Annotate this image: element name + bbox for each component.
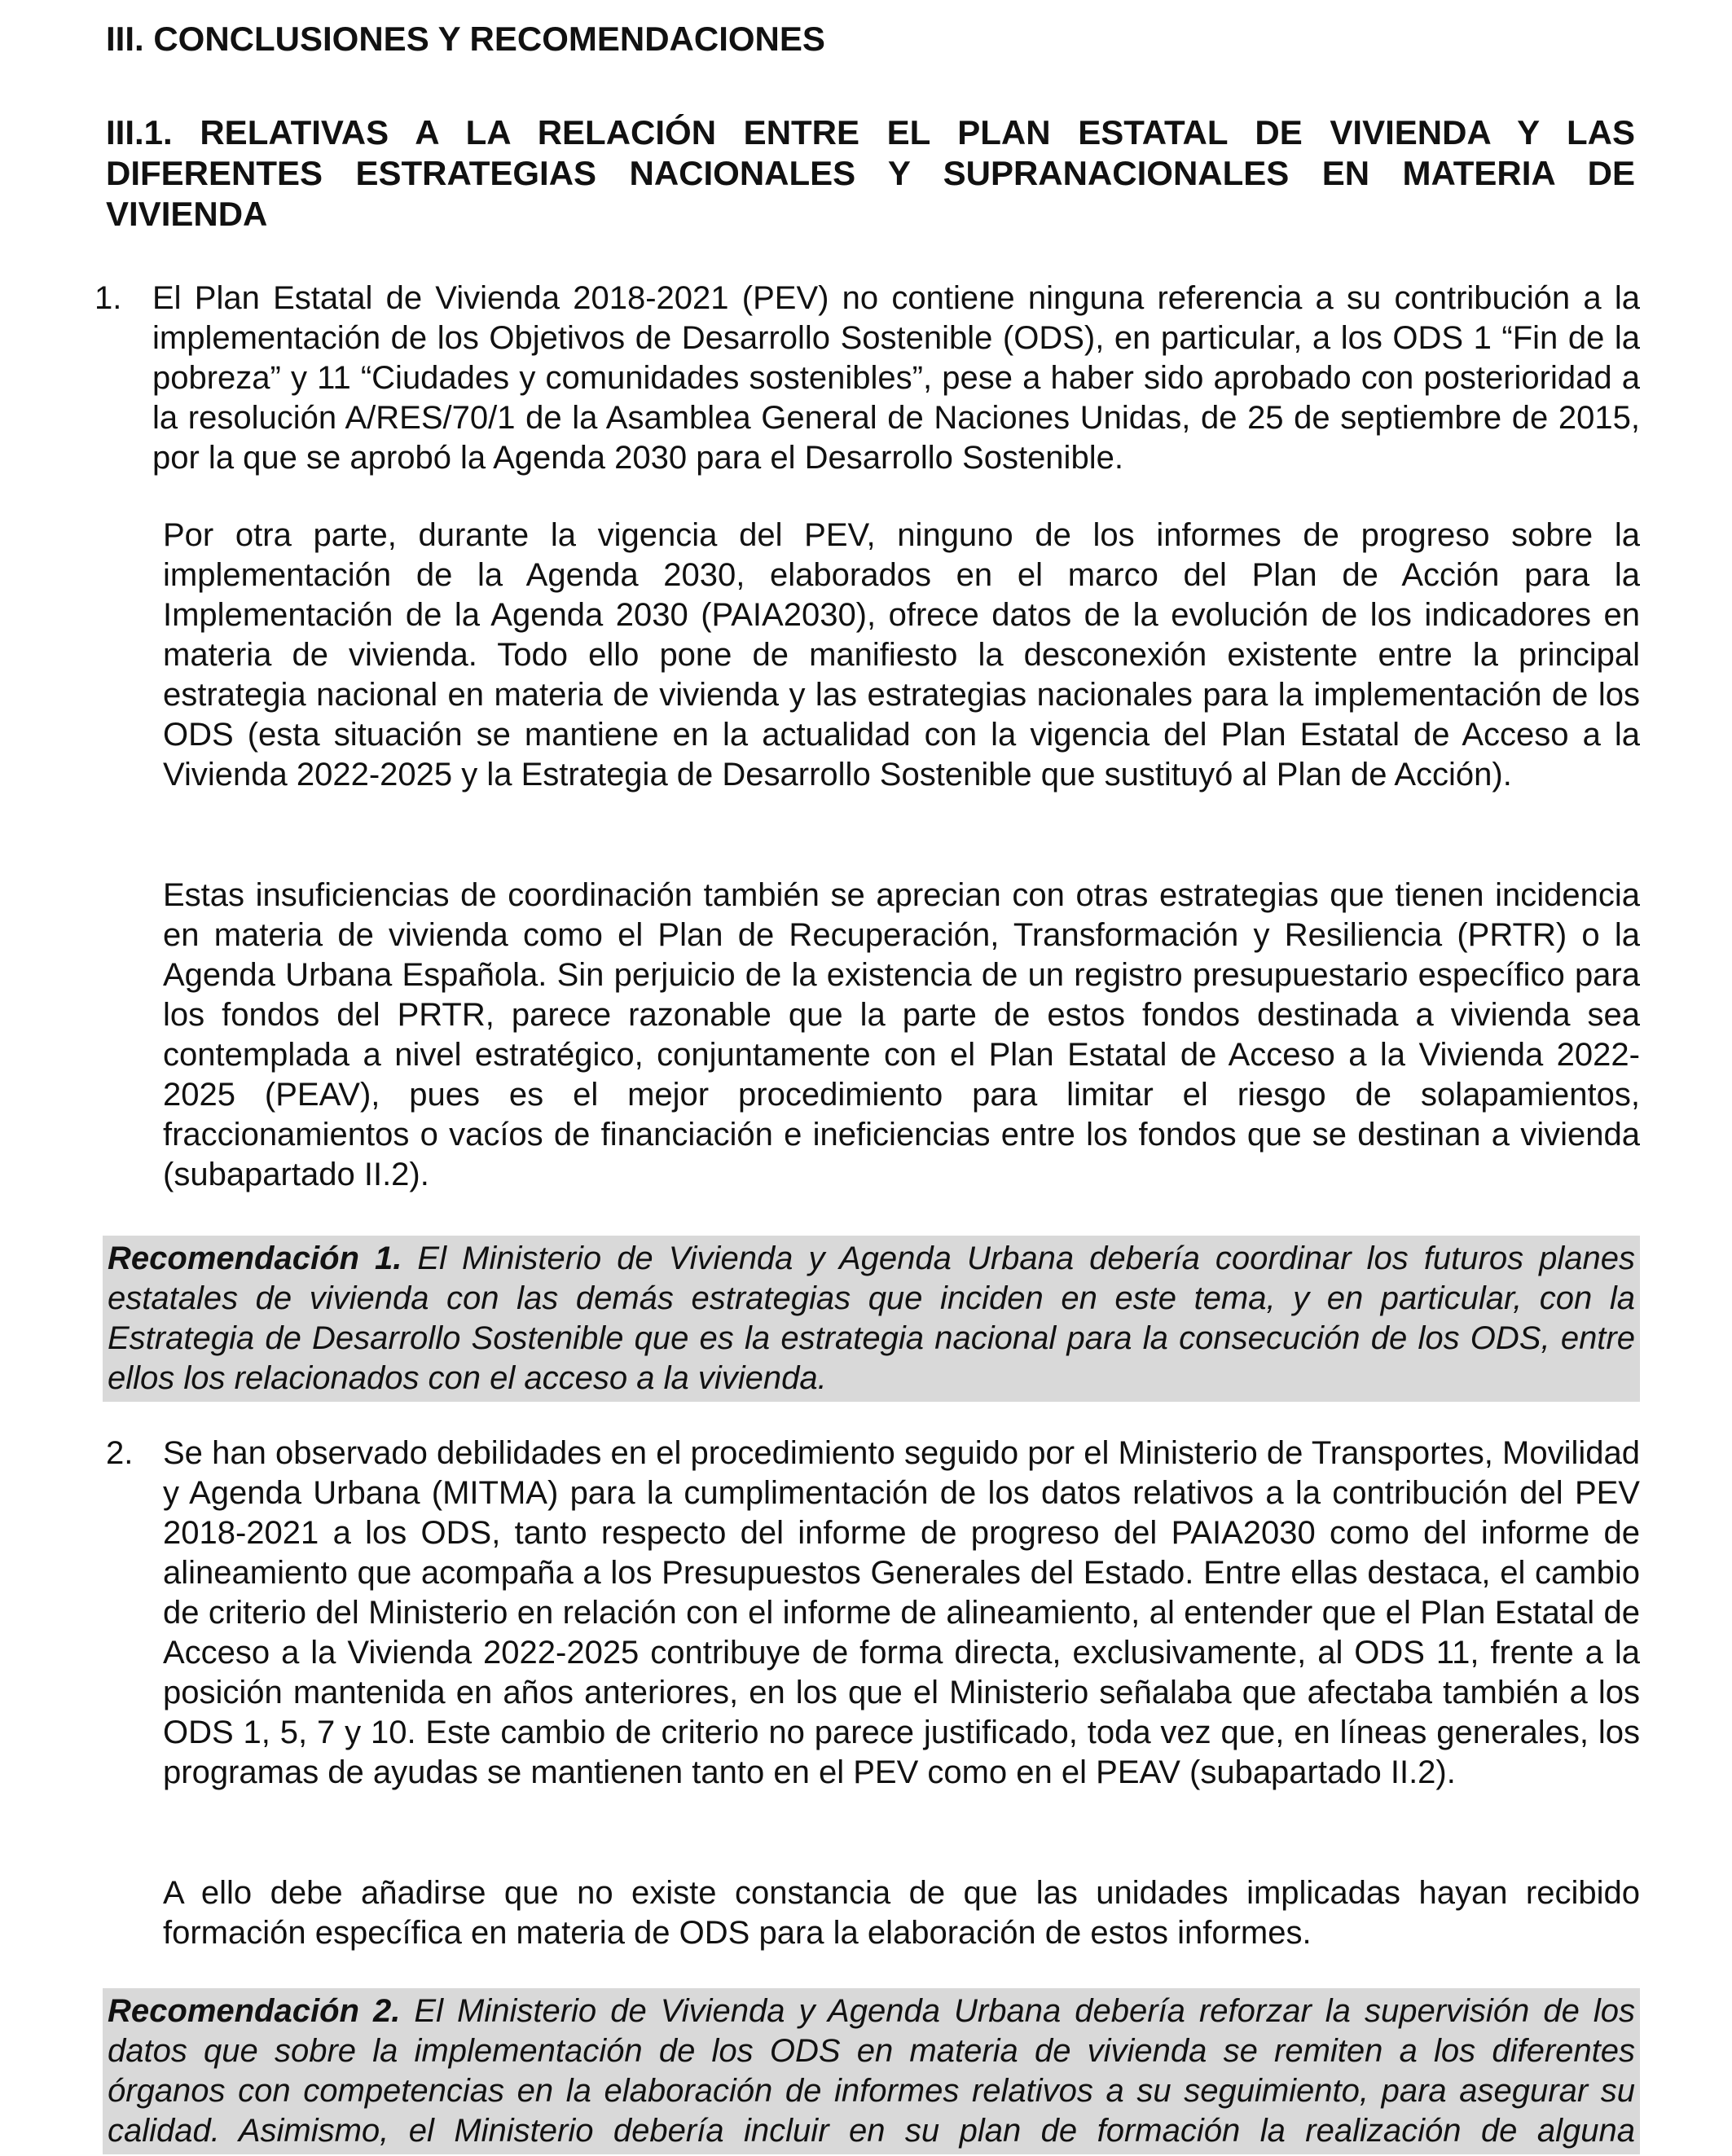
subsection-title: III.1. RELATIVAS A LA RELACIÓN ENTRE EL PLAN ESTATAL DE VIVIENDA Y LAS DIFERENTES ESTRATEGIAS NACIONALES Y SUPRANACIONALES EN MATERIA DE VIVIENDA [106, 113, 1635, 233]
recommendation-2-box [103, 1988, 1640, 2154]
item-number: 2. [106, 1435, 134, 1471]
item-1-paragraph-1: El Plan Estatal de Vivienda 2018-2021 (PEV) no contiene ninguna referencia a su contribución a la implementación de los Objetivos de Desarrollo Sostenible (ODS), en particular, a los ODS 1 “Fin de la pobreza” y 11 “Ciudades y comunidades sostenibles”, pese a haber sido aprobado con posterioridad a la resolución A/RES/70/1 de la Asamblea General de Naciones Unidas, de 25 de septiembre de 2015, por la que se aprobó la Agenda 2030 para el Desarrollo Sostenible. [152, 280, 1640, 476]
item-2-paragraph-1: Se han observado debilidades en el procedimiento seguido por el Ministerio de Transportes, Movilidad y Agenda Urbana (MITMA) para la cumplimentación de los datos relativos a la contribución del PEV 2018-2021 a los ODS, tanto respecto del informe de progreso del PAIA2030 como del informe de alineamiento que acompaña a los Presupuestos Generales del Estado. Entre ellas destaca, el cambio de criterio del Ministerio en relación con el informe de alineamiento, al entender que el Plan Estatal de Acceso a la Vivienda 2022-2025 contribuye de forma directa, exclusivamente, al ODS 11, frente a la posición mantenida en años anteriores, en los que el Ministerio señalaba que afectaba también a los ODS 1, 5, 7 y 10. Este cambio de criterio no parece justificado, toda vez que, en líneas generales, los programas de ayudas se mantienen tanto en el PEV como en el PEAV (subapartado II.2). [163, 1435, 1640, 1790]
item-1-paragraph-2: Por otra parte, durante la vigencia del PEV, ninguno de los informes de progreso sobre la implementación de la Agenda 2030, elaborados en el marco del Plan de Acción para la Implementación de la Agenda 2030 (PAIA2030), ofrece datos de la evolución de los indicadores en materia de vivienda. Todo ello pone de manifiesto la desconexión existente entre la principal estrategia nacional en materia de vivienda y las estrategias nacionales para la implementación de los ODS (esta situación se mantiene en la actualidad con la vigencia del Plan Estatal de Acceso a la Vivienda 2022-2025 y la Estrategia de Desarrollo Sostenible que sustituyó al Plan de Acción). [163, 517, 1640, 793]
recommendation-label: Recomendación 2. [108, 1993, 401, 2029]
item-number: 1. [95, 280, 122, 316]
recommendation-1-box [103, 1236, 1640, 1402]
recommendation-label: Recomendación 1. [108, 1240, 402, 1276]
section-title: III. CONCLUSIONES Y RECOMENDACIONES [106, 20, 825, 58]
recommendation-text: El Ministerio de Vivienda y Agenda Urbana debería coordinar los futuros planes estatales de vivienda con las demás estrategias que inciden en este tema, y en particular, con la Estrategia de Desarrollo Sostenible que es la estrategia nacional para la consecución de los ODS, entre ellos los relacionados con el acceso a la vivienda. [108, 1240, 1636, 1396]
item-1-paragraph-3: Estas insuficiencias de coordinación también se aprecian con otras estrategias que tienen incidencia en materia de vivienda como el Plan de Recuperación, Transformación y Resiliencia (PRTR) o la Agenda Urbana Española. Sin perjuicio de la existencia de un registro presupuestario específico para los fondos del PRTR, parece razonable que la parte de estos fondos destinada a vivienda sea contemplada a nivel estratégico, conjuntamente con el Plan Estatal de Acceso a la Vivienda 2022-2025 (PEAV), pues es el mejor procedimiento para limitar el riesgo de solapamientos, fraccionamientos o vacíos de financiación e ineficiencias entre los fondos que se destinan a vivienda (subapartado II.2). [163, 877, 1640, 1192]
recommendation-text: El Ministerio de Vivienda y Agenda Urbana debería reforzar la supervisión de los datos que sobre la implementación de los ODS en materia de vivienda se remiten a los diferentes órganos con competencias en la elaboración de informes relativos a su seguimiento, para asegurar su calidad. Asimismo, el Ministerio debería incluir en su plan de formación la realización de alguna [108, 1993, 1635, 2149]
item-2-paragraph-2: A ello debe añadirse que no existe constancia de que las unidades implicadas hayan recibido formación específica en materia de ODS para la elaboración de estos informes. [163, 1875, 1640, 1951]
